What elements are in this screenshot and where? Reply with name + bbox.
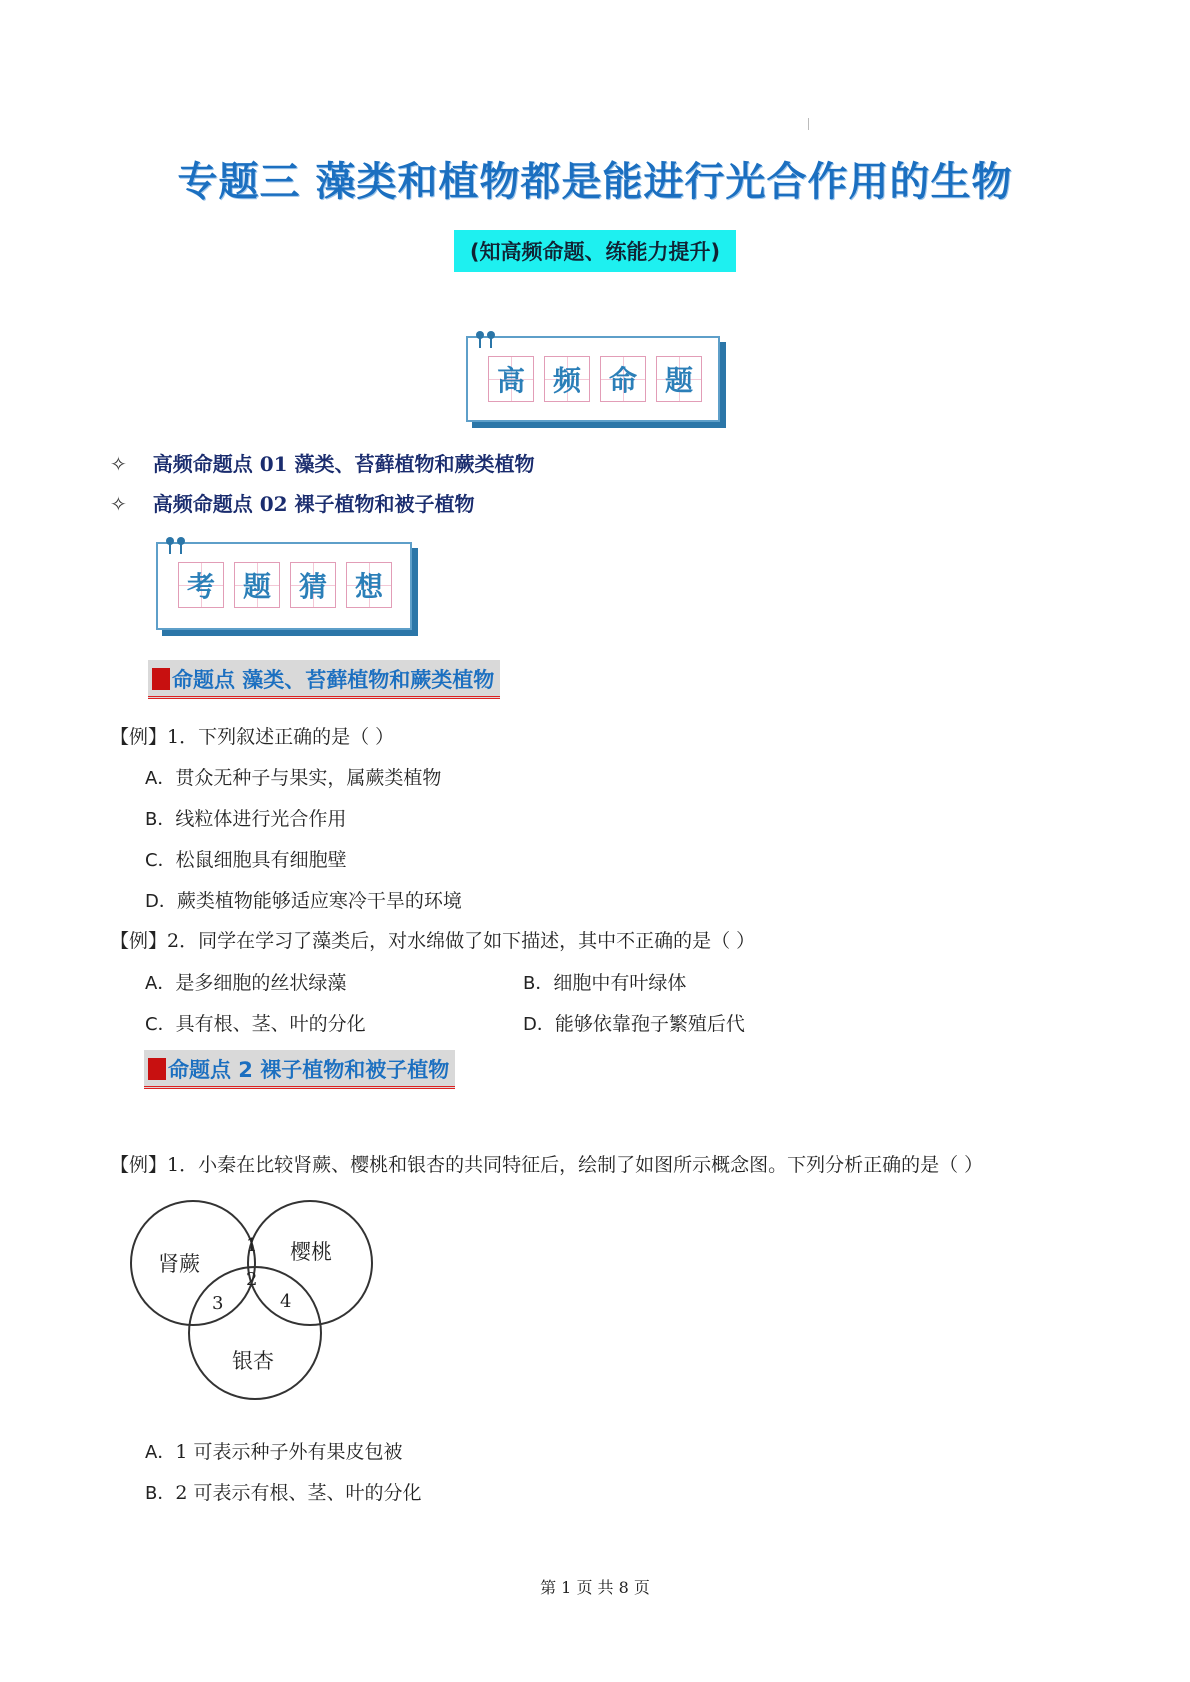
- diamond-bullet-icon: ✧: [110, 452, 127, 476]
- section-heading: [148, 660, 500, 699]
- venn-label-fern: 肾蕨: [158, 1252, 200, 1276]
- badge-char: 高: [488, 356, 534, 402]
- option-text: 线粒体进行光合作用: [175, 808, 347, 830]
- option-text: 贯众无种子与果实，属蕨类植物: [175, 767, 442, 789]
- topic-text: 高频命题点 02 裸子植物和被子植物: [152, 492, 475, 516]
- red-square-icon: [148, 1058, 166, 1080]
- question-stem: 【例】1．下列叙述正确的是（ ）: [110, 726, 395, 748]
- diamond-bullet-icon: ✧: [110, 492, 127, 516]
- page-footer: 第 1 页 共 8 页: [540, 1578, 650, 1597]
- topic-item: [110, 448, 535, 477]
- option-label: B．: [145, 1483, 176, 1504]
- badge-char: 考: [178, 562, 224, 608]
- binder-rings-icon: [476, 324, 498, 343]
- option-label: D．: [145, 891, 177, 912]
- option-text: 2 可表示有根、茎、叶的分化: [175, 1482, 422, 1504]
- option-label: B．: [145, 809, 176, 830]
- option-label: A．: [145, 973, 176, 994]
- badge-char: 题: [656, 356, 702, 402]
- question-stem: 【例】2．同学在学习了藻类后，对水绵做了如下描述，其中不正确的是（ ）: [110, 930, 756, 952]
- venn-diagram: [118, 1195, 378, 1405]
- venn-region-1: 1: [246, 1235, 258, 1256]
- option-text: 蕨类植物能够适应寒冷干旱的环境: [176, 890, 462, 912]
- option-label: A．: [145, 768, 176, 789]
- option: [145, 763, 441, 790]
- badge-chars: [488, 356, 702, 402]
- page-title: 专题三 藻类和植物都是能进行光合作用的生物: [177, 159, 1013, 205]
- badge-char: 频: [544, 356, 590, 402]
- question-stem: 【例】1．小秦在比较肾蕨、樱桃和银杏的共同特征后，绘制了如图所示概念图。下列分析正确的是（ ）: [110, 1154, 984, 1176]
- option: [523, 1009, 745, 1036]
- venn-label-ginkgo: 银杏: [232, 1349, 274, 1373]
- option-text: 松鼠细胞具有细胞壁: [175, 849, 347, 871]
- option-label: D．: [523, 1014, 555, 1035]
- option-label: C．: [145, 1014, 176, 1035]
- section-heading-text: 命题点 2 裸子植物和被子植物: [168, 1058, 450, 1082]
- section-heading-text: 命题点 藻类、苔藓植物和蕨类植物: [172, 668, 495, 692]
- badge-char: 命: [600, 356, 646, 402]
- venn-region-4: 4: [280, 1291, 292, 1312]
- option-label: C．: [145, 850, 176, 871]
- option-text: 具有根、茎、叶的分化: [175, 1013, 366, 1035]
- option-text: 能够依靠孢子繁殖后代: [554, 1013, 745, 1035]
- badge-char: 想: [346, 562, 392, 608]
- subtitle: (知高频命题、练能力提升): [454, 230, 736, 272]
- option: [523, 968, 686, 995]
- option-label: A．: [145, 1442, 176, 1463]
- binder-rings-icon: [166, 530, 188, 549]
- margin-mark: [808, 118, 809, 130]
- badge-char: 猜: [290, 562, 336, 608]
- option: [145, 804, 346, 831]
- badge-exam-guess: [156, 542, 412, 630]
- venn-region-3: 3: [212, 1293, 224, 1314]
- topic-text: 高频命题点 01 藻类、苔藓植物和蕨类植物: [152, 452, 535, 476]
- venn-region-2: 2: [246, 1269, 258, 1290]
- section-heading: [144, 1050, 455, 1089]
- option: [145, 845, 347, 872]
- badge-chars: [178, 562, 392, 608]
- option: [145, 1437, 402, 1464]
- option-text: 细胞中有叶绿体: [553, 972, 687, 994]
- option-text: 是多细胞的丝状绿藻: [175, 972, 347, 994]
- option: [145, 1478, 422, 1505]
- topic-item: [110, 488, 475, 517]
- red-square-icon: [152, 668, 170, 690]
- venn-label-cherry: 樱桃: [290, 1240, 332, 1264]
- subtitle-wrap: [0, 230, 1190, 272]
- option: [145, 1009, 366, 1036]
- option: [145, 886, 462, 913]
- badge-high-frequency: [466, 336, 720, 422]
- option-text: 1 可表示种子外有果皮包被: [175, 1441, 403, 1463]
- option: [145, 968, 346, 995]
- option-label: B．: [523, 973, 554, 994]
- badge-char: 题: [234, 562, 280, 608]
